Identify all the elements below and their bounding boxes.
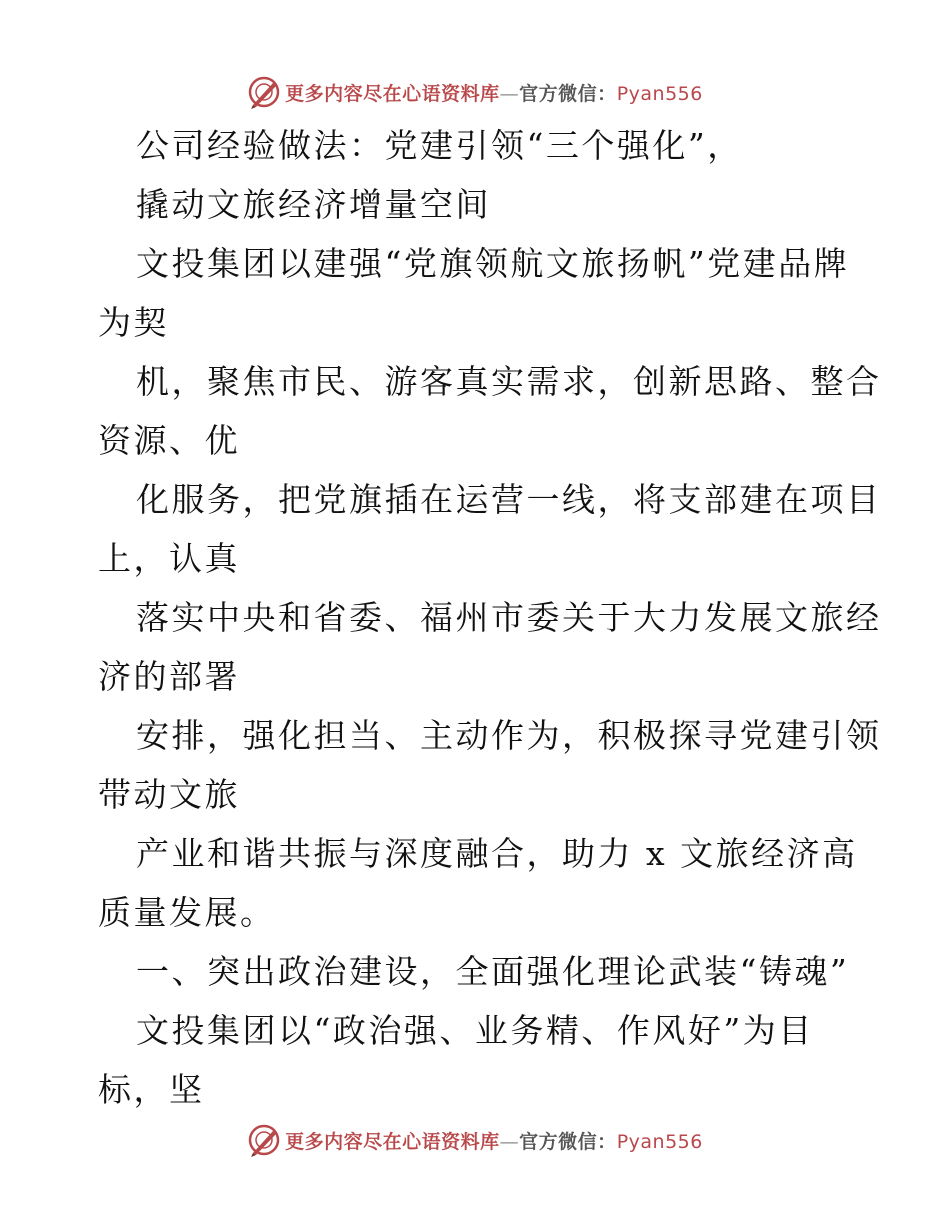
text-line: 安排，强化担当、主动作为，积极探寻党建引领 (136, 716, 882, 755)
text-line: 为契 (98, 303, 169, 342)
text-line: 标，坚 (98, 1070, 205, 1109)
text-line: 化服务，把党旗插在运营一线，将支部建在项目 (136, 480, 882, 519)
header-watermark (0, 72, 950, 112)
footer-watermark (0, 1120, 950, 1160)
text-line: 济的部署 (98, 657, 240, 696)
text-line: 撬动文旅经济增量空间 (136, 185, 491, 224)
watermark-official: 官方微信： (519, 82, 617, 105)
watermark-text: 更多内容尽在心语资料库 (285, 82, 500, 105)
watermark-text: 更多内容尽在心语资料库 (285, 1130, 500, 1153)
watermark-id: Pyan556 (616, 82, 703, 105)
watermark-id: Pyan556 (616, 1130, 703, 1153)
text-line: 文投集团以建强“党旗领航文旅扬帆”党建品牌 (136, 244, 850, 283)
pen-logo-icon (247, 1123, 281, 1157)
text-line: 上，认真 (98, 539, 240, 578)
text-line: 落实中央和省委、福州市委关于大力发展文旅经 (136, 598, 882, 637)
text-line: 一、突出政治建设，全面强化理论武装“铸魂” (136, 952, 850, 991)
text-line: 带动文旅 (98, 775, 240, 814)
watermark-official: 官方微信： (519, 1130, 617, 1153)
watermark-dash: — (499, 82, 520, 105)
text-line: 质量发展。 (98, 893, 276, 932)
text-line: 机，聚焦市民、游客真实需求，创新思路、整合 (136, 362, 882, 401)
pen-logo-icon (247, 75, 281, 109)
text-line: 公司经验做法：党建引领“三个强化”， (136, 126, 743, 165)
text-line: 文投集团以“政治强、业务精、作风好”为目 (136, 1011, 814, 1050)
watermark-dash: — (499, 1130, 520, 1153)
text-line: 资源、优 (98, 421, 240, 460)
text-line: 产业和谐共振与深度融合，助力 x 文旅经济高 (136, 834, 858, 873)
